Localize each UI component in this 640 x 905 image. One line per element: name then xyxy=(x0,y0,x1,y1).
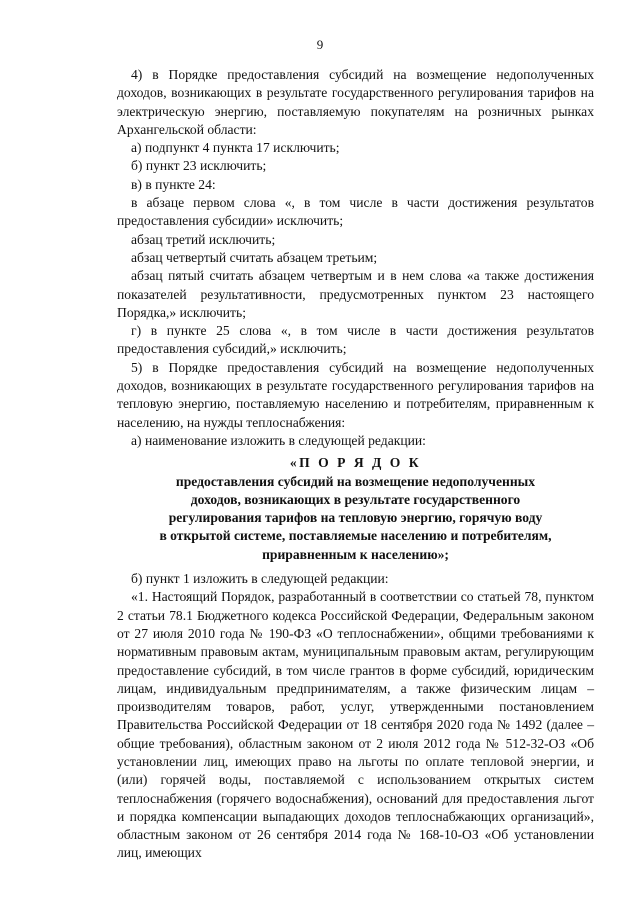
paragraph: в абзаце первом слова «, в том числе в части достижения результатов предоставления субсидии» исключить; xyxy=(117,195,594,229)
paragraph: абзац пятый считать абзацем четвертым и в нем слова «а также достижения показателей результативности, предусмотренных пунктом 23 настоящего Порядка,» исключить; xyxy=(117,268,594,320)
paragraph: б) пункт 23 исключить; xyxy=(131,158,267,174)
paragraph: 4) в Порядке предоставления субсидий на возмещение недополученных доходов, возникающих в результате государственного регулирования тарифов на электрическую энергию, поставляемую покупателям на розничных рынках Архангельской области: xyxy=(117,67,594,137)
page-number: 9 xyxy=(316,37,324,52)
paragraph: абзац четвертый считать абзацем третьим; xyxy=(131,249,378,265)
document-body xyxy=(117,66,594,863)
order-title xyxy=(117,454,594,564)
paragraph: «1. Настоящий Порядок, разработанный в соответствии со статьей 78, пунктом 2 статьи 78.1 Бюджетного кодекса Российской Федерации, Федеральным законом от 27 июля 2010 года № 190-ФЗ «О теплоснабжении», общими требованиями к нормативным правовым актам, муниципальным правовым актам, регулирующим предоставление субсидий, в том числе грантов в форме субсидий, юридическим лицам, индивидуальным предпринимателям, а также физическим лицам – производителям товаров, работ, услуг, утвержденными постановлением Правительства Российской Федерации от 18 сентября 2020 года № 1492 (далее – общие требования), областным законом от 2 июля 2012 года № 512-32-ОЗ «Об установлении лиц, имеющих право на льготы по оплате тепловой энергии, и (или) горячей воды, поставляемой с использованием открытых систем теплоснабжения (горячего водоснабжения), оснований для предоставления льгот и порядка компенсации выпадающих доходов теплоснабжающих организаций», областным законом от 26 сентября 2014 года № 168-10-ОЗ «Об установлении лиц, имеющих xyxy=(117,589,594,861)
paragraph: абзац третий исключить; xyxy=(131,231,276,247)
title-line: доходов, возникающих в результате государственного xyxy=(190,491,521,507)
title-heading: «П О Р Я Д О К xyxy=(289,455,422,471)
paragraph: г) в пункте 25 слова «, в том числе в части достижения результатов предоставления субсидий,» исключить; xyxy=(117,323,594,357)
title-line: предоставления субсидий на возмещение недополученных xyxy=(175,473,536,489)
paragraph: 5) в Порядке предоставления субсидий на возмещение недополученных доходов, возникающих в результате государственного регулирования тарифов на тепловую энергию, поставляемую населению и потребителям, приравненным к населению, на нужды теплоснабжения: xyxy=(117,359,594,430)
paragraph: а) наименование изложить в следующей редакции: xyxy=(131,432,426,448)
paragraph: а) подпункт 4 пункта 17 исключить; xyxy=(131,140,340,156)
title-line: в открытой системе, поставляемые населению и потребителям, xyxy=(159,528,552,544)
paragraph: б) пункт 1 изложить в следующей редакции: xyxy=(131,571,389,587)
paragraph: в) в пункте 24: xyxy=(131,176,216,192)
title-line: приравненным к населению»; xyxy=(262,546,449,562)
title-line: регулирования тарифов на тепловую энергию, горячую воду xyxy=(168,510,543,526)
